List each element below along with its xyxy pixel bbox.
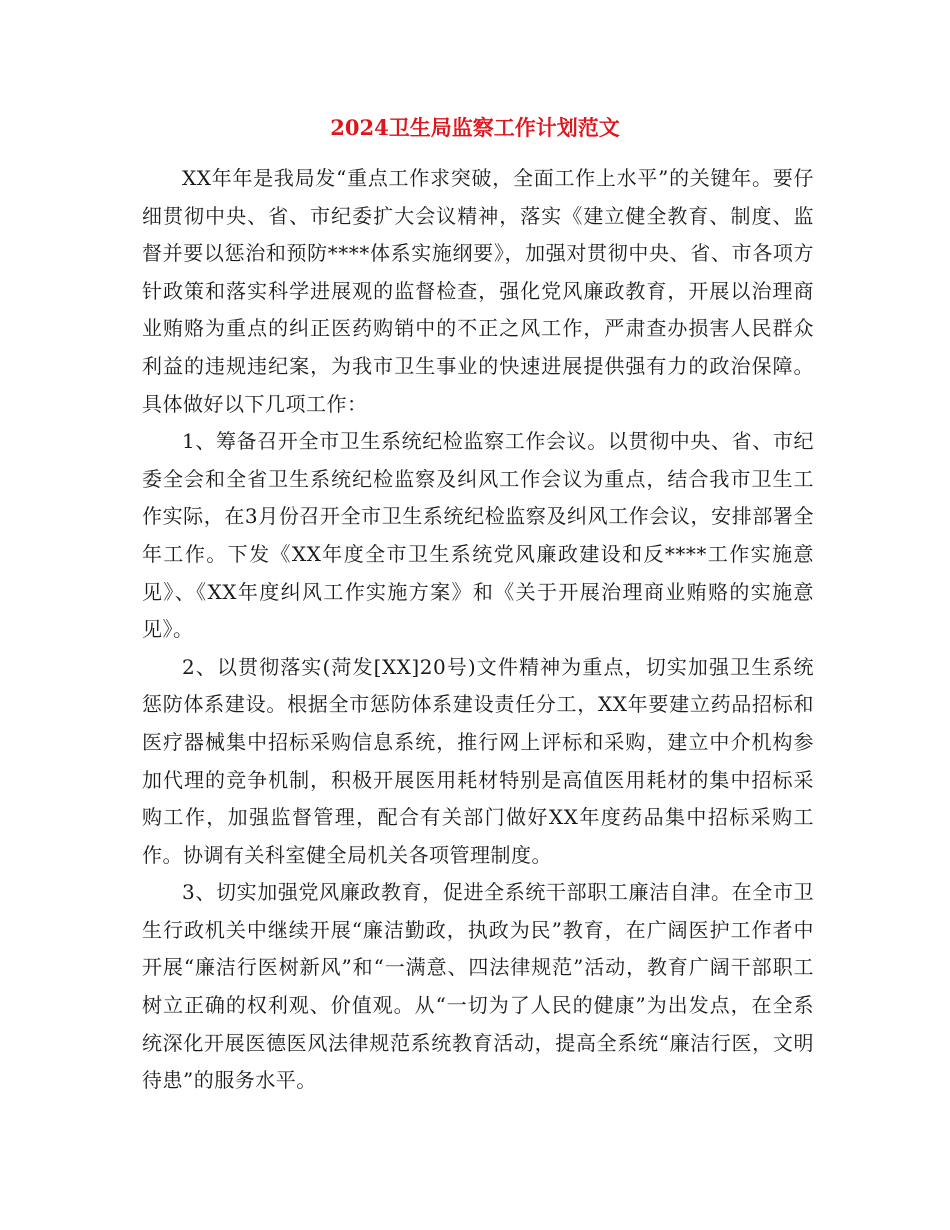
paragraph-item-1: 1、筹备召开全市卫生系统纪检监察工作会议。以贯彻中央、省、市纪委全会和全省卫生系统纪检监察及纠风工作会议为重点，结合我市卫生工作实际，在3月份召开全市卫生系统纪检监察及纠风工作会议，安排部署全年工作。下发《XX年度全市卫生系统党风廉政建设和反****工作实施意见》、《XX年度纠风工作实施方案》和《关于开展治理商业贿赂的实施意见》。	[142, 429, 814, 642]
document-body	[142, 160, 814, 1100]
paragraph-item-3: 3、切实加强党风廉政教育，促进全系统干部职工廉洁自津。在全市卫生行政机关中继续开展“廉洁勤政，执政为民”教育，在广阔医护工作者中开展“廉洁行医树新风”和“一满意、四法律规范”活动，教育广阔干部职工树立正确的权利观、价值观。从“一切为了人民的健康”为出发点，在全系统深化开展医德医风法律规范系统教育活动，提高全系统“廉洁行医，文明待患”的服务水平。	[142, 880, 814, 1093]
paragraph-item-2: 2、以贯彻落实(菏发[XX]20号)文件精神为重点，切实加强卫生系统惩防体系建设。根据全市惩防体系建设责任分工，XX年要建立药品招标和医疗器械集中招标采购信息系统，推行网上评标和采购，建立中介机构参加代理的竞争机制，积极开展医用耗材特别是高值医用耗材的集中招标采购工作，加强监督管理，配合有关部门做好XX年度药品集中招标采购工作。协调有关科室健全局机关各项管理制度。	[142, 654, 814, 867]
document-title: 2024卫生局监察工作计划范文	[330, 115, 620, 140]
paragraph-intro: XX年年是我局发“重点工作求突破，全面工作上水平”的关键年。要仔细贯彻中央、省、市纪委扩大会议精神，落实《建立健全教育、制度、监督并要以惩治和预防****体系实施纲要》，加强对贯彻中央、省、市各项方针政策和落实科学进展观的监督检查，强化党风廉政教育，开展以治理商业贿赂为重点的纠正医药购销中的不正之风工作，严肃查办损害人民群众利益的违规违纪案，为我市卫生事业的快速进展提供强有力的政治保障。具体做好以下几项工作：	[142, 166, 814, 416]
